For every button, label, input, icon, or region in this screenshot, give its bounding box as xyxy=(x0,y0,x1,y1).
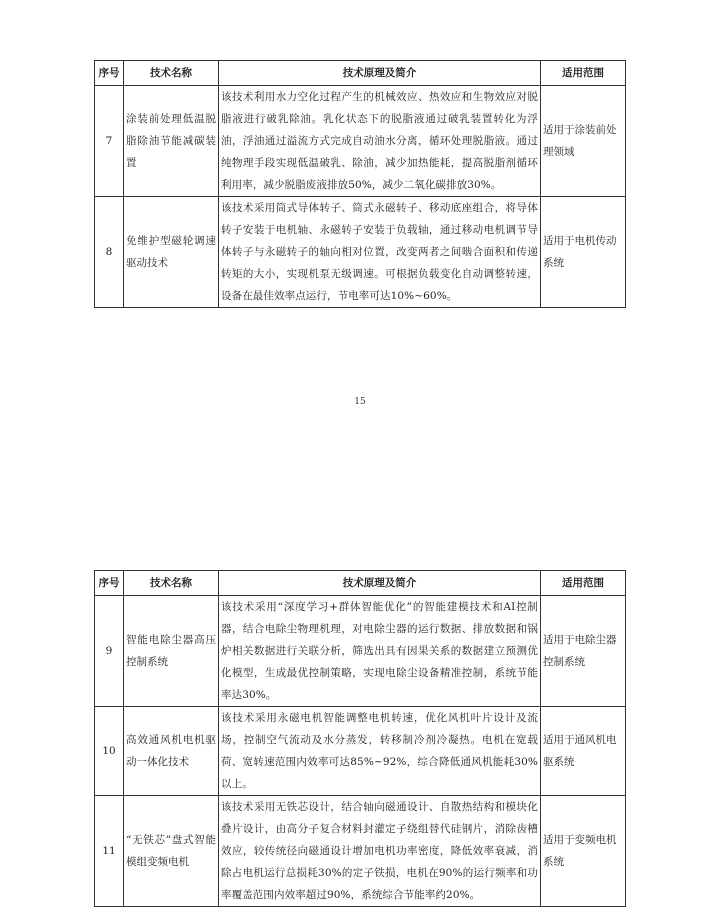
row-principle: 该技术采用“深度学习+群体智能优化”的智能建模技术和AI控制器，结合电除尘物理机理，对电除尘器的运行数据、排放数据和锅炉相关数据进行关联分析，筛选出具有因果关系的数据建立预测优化模型，生成最优控制策略，实现电除尘设备精准控制，系统节能率达30%。 xyxy=(219,596,541,707)
row-tech-name: 智能电除尘器高压控制系统 xyxy=(124,596,219,707)
table-row xyxy=(95,596,626,707)
row-seq: 10 xyxy=(95,707,124,796)
page-number: 15 xyxy=(354,397,366,407)
row-scope: 适用于通风机电驱系统 xyxy=(541,707,626,796)
header-scope: 适用范围 xyxy=(541,571,626,596)
row-tech-name: 高效通风机电机驱动一体化技术 xyxy=(124,707,219,796)
header-seq: 序号 xyxy=(95,571,124,596)
header-name: 技术名称 xyxy=(124,571,219,596)
row-principle: 该技术采用无铁芯设计，结合轴向磁通设计、自散热结构和模块化叠片设计，由高分子复合材料封灌定子绕组替代硅钢片，消除齿槽效应，较传统径向磁通设计增加电机功率密度，降低效率衰减，消除占电机运行总损耗30%的定子铁损，电机在90%的运行频率和功率覆盖范围内效率超过90%，系统综合节能率约20%。 xyxy=(219,796,541,907)
table-header-row xyxy=(95,61,626,86)
row-principle: 该技术利用水力空化过程产生的机械效应、热效应和生物效应对脱脂液进行破乳除油。乳化状态下的脱脂液通过破乳装置转化为浮油，浮油通过溢流方式完成自动油水分离，循环处理脱脂液。通过纯物理手段实现低温破乳、除油，减少加热能耗，提高脱脂剂循环利用率，减少脱脂废液排放50%，减少二氧化碳排放30%。 xyxy=(219,86,541,197)
tech-table-bottom xyxy=(94,570,626,907)
tech-table-top xyxy=(94,60,626,308)
header-principle: 技术原理及简介 xyxy=(219,571,541,596)
table-row xyxy=(95,197,626,308)
header-name: 技术名称 xyxy=(124,61,219,86)
row-tech-name: “无铁芯”盘式智能模组变频电机 xyxy=(124,796,219,907)
row-principle: 该技术采用筒式导体转子、筒式永磁转子、移动底座组合，将导体转子安装于电机轴、永磁转子安装于负载轴，通过移动电机调节导体转子与永磁转子的轴向相对位置，改变两者之间啮合面积和传递转矩的大小，实现机泵无级调速。可根据负载变化自动调整转速，设备在最佳效率点运行，节电率可达10%~60%。 xyxy=(219,197,541,308)
row-seq: 9 xyxy=(95,596,124,707)
header-principle: 技术原理及简介 xyxy=(219,61,541,86)
table-row xyxy=(95,707,626,796)
row-seq: 7 xyxy=(95,86,124,197)
table-row xyxy=(95,796,626,907)
header-seq: 序号 xyxy=(95,61,124,86)
row-scope: 适用于电除尘器控制系统 xyxy=(541,596,626,707)
row-principle: 该技术采用永磁电机智能调整电机转速，优化风机叶片设计及流场，控制空气流动及水分蒸发，转移制冷剂冷凝热。电机在宽载荷、宽转速范围内效率可达85%~92%，综合降低通风机能耗30%以上。 xyxy=(219,707,541,796)
row-seq: 8 xyxy=(95,197,124,308)
row-scope: 适用于涂装前处理领域 xyxy=(541,86,626,197)
row-scope: 适用于变频电机系统 xyxy=(541,796,626,907)
row-tech-name: 免维护型磁轮调速驱动技术 xyxy=(124,197,219,308)
header-scope: 适用范围 xyxy=(541,61,626,86)
table-header-row xyxy=(95,571,626,596)
row-seq: 11 xyxy=(95,796,124,907)
table-row xyxy=(95,86,626,197)
row-scope: 适用于电机传动系统 xyxy=(541,197,626,308)
row-tech-name: 涂装前处理低温脱脂除油节能减碳装置 xyxy=(124,86,219,197)
